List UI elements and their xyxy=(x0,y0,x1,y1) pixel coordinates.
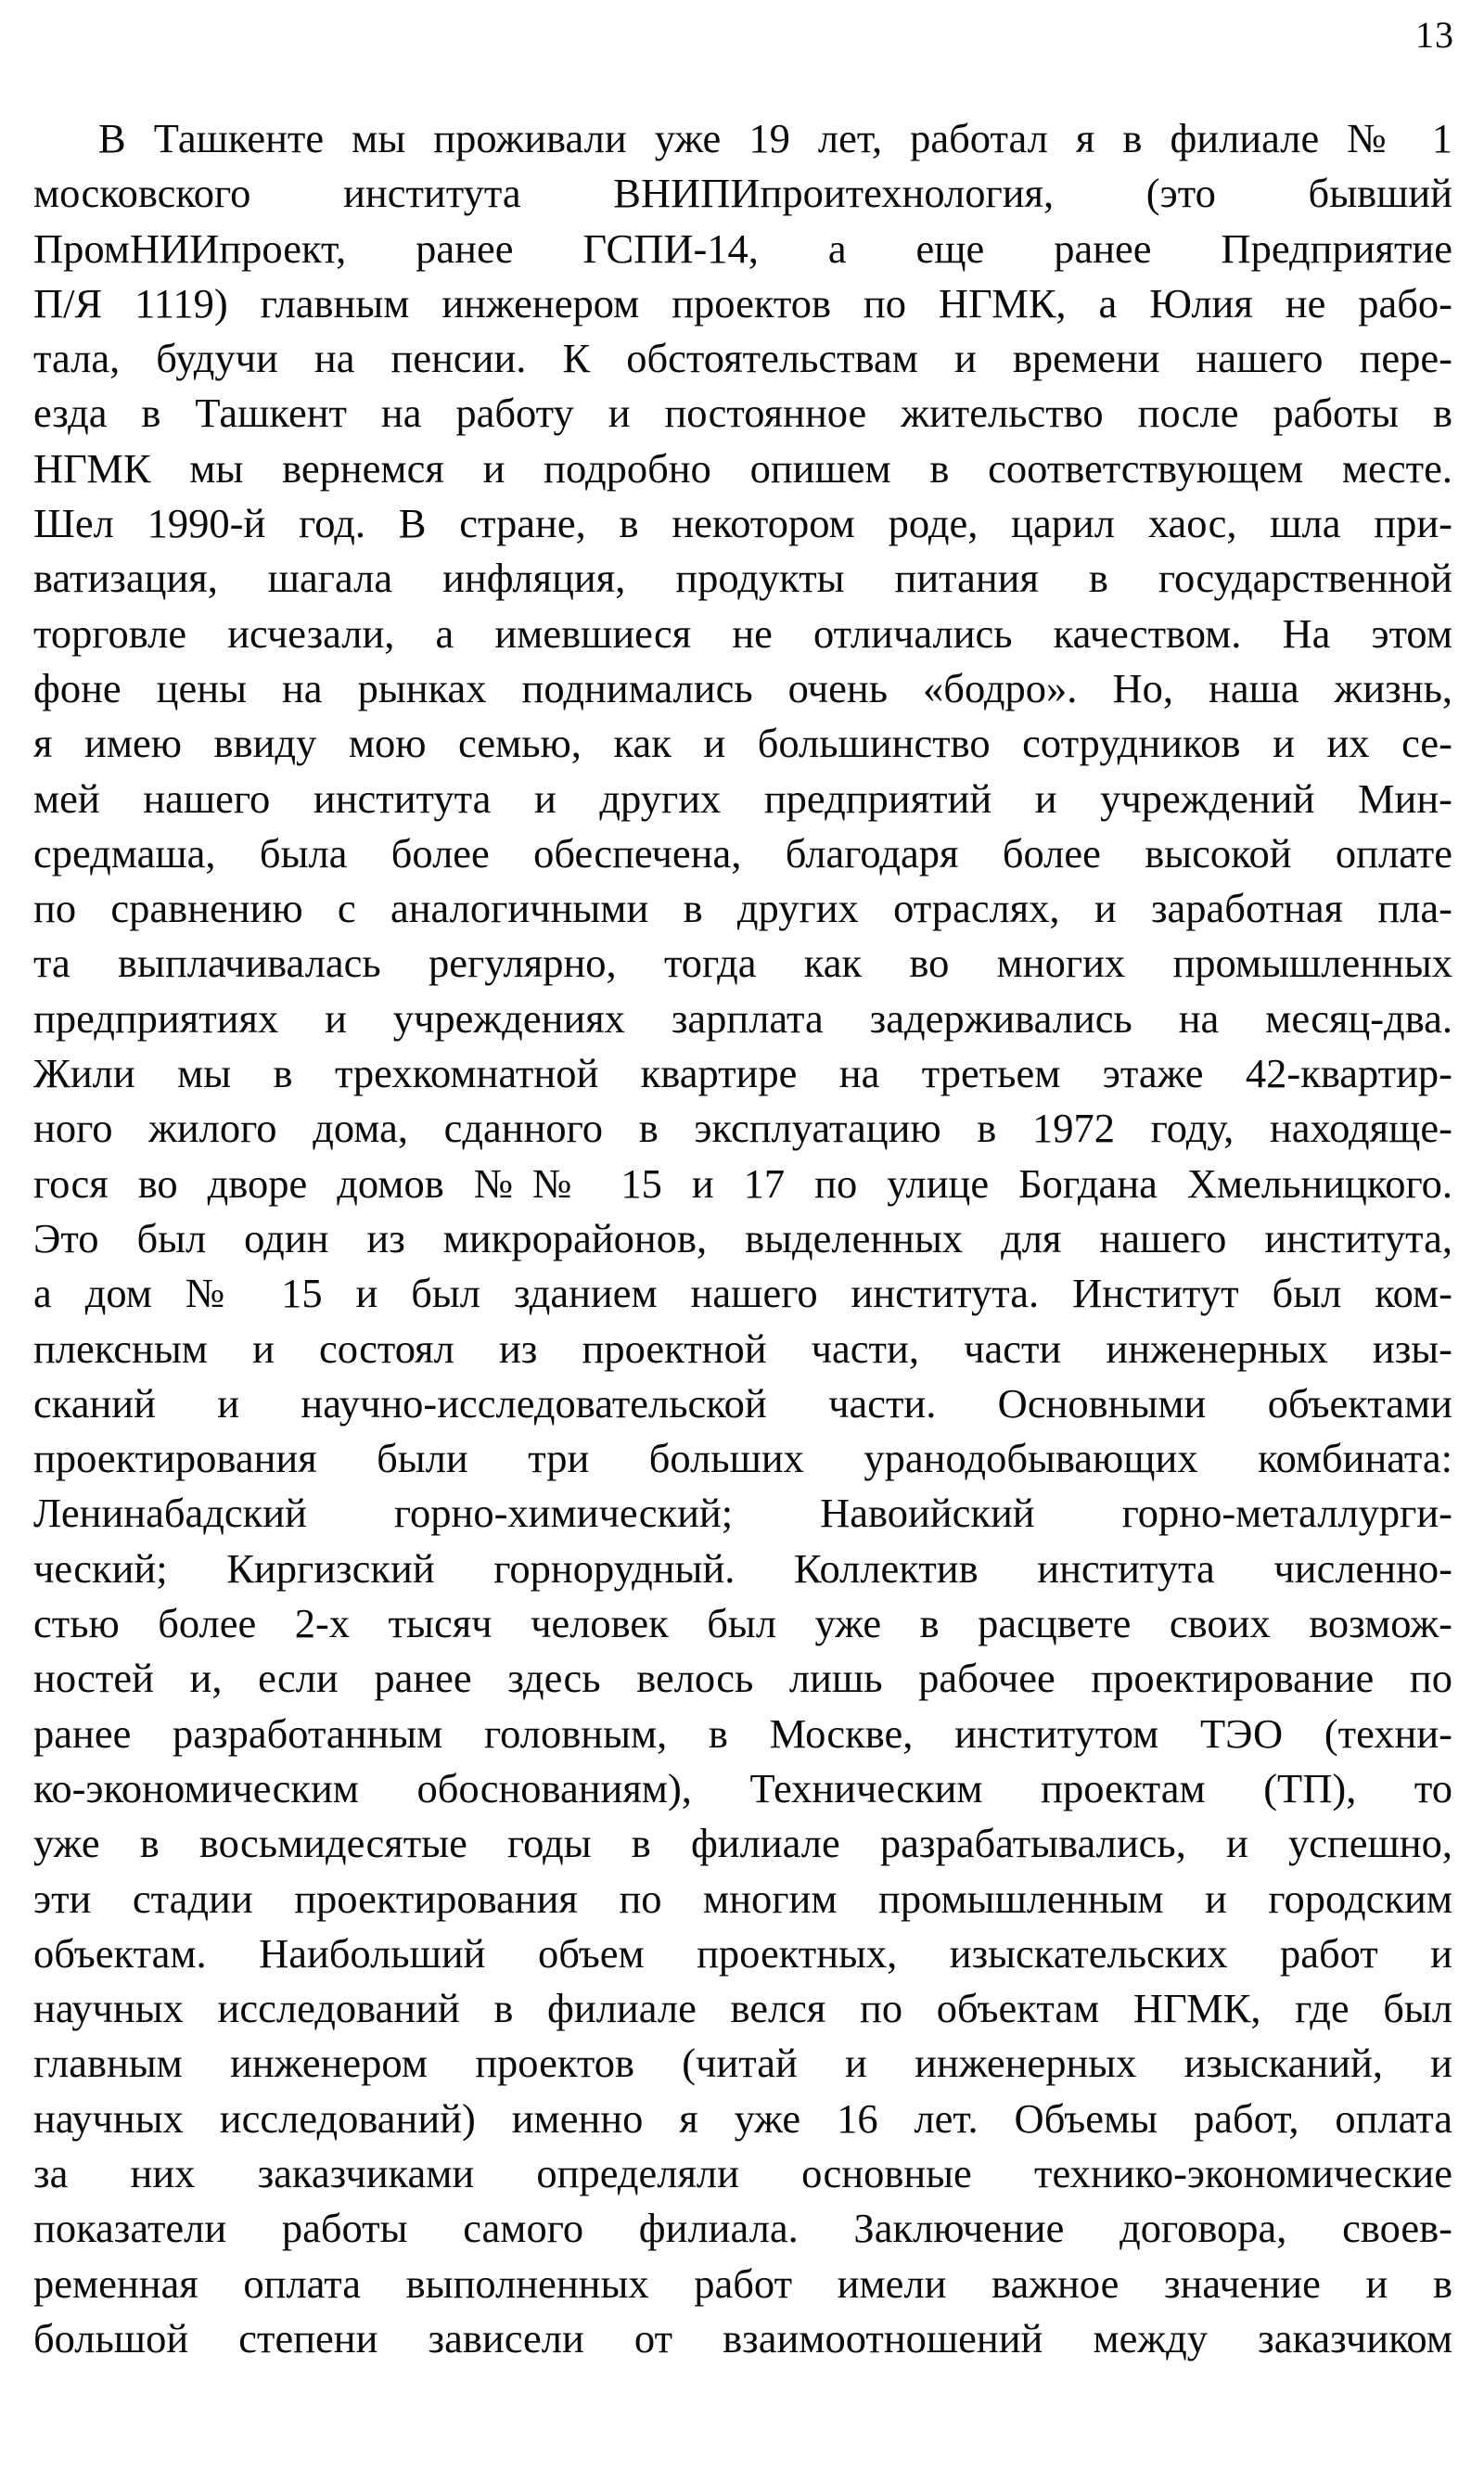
text-line: Шел 1990-й год. В стране, в некотором роде, царил хаос, шла при- xyxy=(33,500,1452,547)
text-line: ко-экономическим обоснованиям), Техническим проектам (ТП), то xyxy=(33,1764,1452,1811)
text-line: за них заказчиками определяли основные технико-экономические xyxy=(33,2149,1452,2196)
text-line: сканий и научно-исследовательской части. Основными объектами xyxy=(33,1379,1452,1427)
text-line: ПромНИИпроект, ранее ГСПИ-14, а еще ранее Предприятие xyxy=(33,224,1452,272)
text-line: я имею ввиду мою семью, как и большинство сотрудников и их се- xyxy=(33,720,1452,767)
text-line: показатели работы самого филиала. Заключение договора, своев- xyxy=(33,2205,1452,2252)
text-line: ческий; Киргизский горнорудный. Коллектив института численно- xyxy=(33,1544,1452,1592)
text-line: торговле исчезали, а имевшиеся не отличались качеством. На этом xyxy=(33,609,1452,657)
text-line: ностей и, если ранее здесь велось лишь рабочее проектирование по xyxy=(33,1655,1452,1702)
text-line: та выплачивалась регулярно, тогда как во многих промышленных xyxy=(33,940,1452,987)
body-paragraph xyxy=(33,111,1452,2366)
text-line: а дом № 15 и был зданием нашего института. Институт был ком- xyxy=(33,1270,1452,1317)
text-line: Жили мы в трехкомнатной квартире на третьем этаже 42-квартир- xyxy=(33,1050,1452,1097)
text-line: Ленинабадский горно-химический; Навоийский горно-металлурги- xyxy=(33,1490,1452,1537)
text-line: гося во дворе домов №№ 15 и 17 по улице Богдана Хмельницкого. xyxy=(33,1159,1452,1207)
page-number: 13 xyxy=(1415,14,1454,56)
text-line: средмаша, была более обеспечена, благодаря более высокой оплате xyxy=(33,829,1452,877)
text-line: фоне цены на рынках поднимались очень «бодро». Но, наша жизнь, xyxy=(33,664,1452,711)
text-line: ватизация, шагала инфляция, продукты питания в государственной xyxy=(33,555,1452,602)
text-line: по сравнению с аналогичными в других отраслях, и заработная пла- xyxy=(33,885,1452,932)
text-line: НГМК мы вернемся и подробно опишем в соответствующем месте. xyxy=(33,444,1452,492)
text-line: плексным и состоял из проектной части, части инженерных изы- xyxy=(33,1325,1452,1372)
text-line: научных исследований) именно я уже 16 лет. Объемы работ, оплата xyxy=(33,2094,1452,2142)
text-line: Это был один из микрорайонов, выделенных для нашего института, xyxy=(33,1214,1452,1261)
text-line: объектам. Наибольший объем проектных, изыскательских работ и xyxy=(33,1929,1452,1977)
text-line: езда в Ташкент на работу и постоянное жительство после работы в xyxy=(33,390,1452,437)
text-line: стью более 2-х тысяч человек был уже в расцвете своих возмож- xyxy=(33,1600,1452,1647)
text-line: мей нашего института и других предприятий и учреждений Мин- xyxy=(33,774,1452,822)
text-line: большой степени зависели от взаимоотношений между заказчиком xyxy=(33,2314,1452,2361)
text-line: московского института ВНИПИпроитехнология, (это бывший xyxy=(33,170,1452,217)
text-line: ного жилого дома, сданного в эксплуатацию в 1972 году, находяще- xyxy=(33,1105,1452,1152)
text-line: предприятиях и учреждениях зарплата задерживались на месяц-два. xyxy=(33,994,1452,1042)
text-line: главным инженером проектов (читай и инженерных изысканий, и xyxy=(33,2040,1452,2087)
text-line: П/Я 1119) главным инженером проектов по НГМК, а Юлия не рабо- xyxy=(33,279,1452,326)
text-line: эти стадии проектирования по многим промышленным и городским xyxy=(33,1875,1452,1922)
text-line: уже в восьмидесятые годы в филиале разрабатывались, и успешно, xyxy=(33,1820,1452,1867)
text-line: В Ташкенте мы проживали уже 19 лет, работал я в филиале № 1 xyxy=(98,115,1452,161)
text-line: тала, будучи на пенсии. К обстоятельствам и времени нашего пере- xyxy=(33,335,1452,382)
text-line: ременная оплата выполненных работ имели важное значение и в xyxy=(33,2259,1452,2307)
text-line: научных исследований в филиале велся по объектам НГМК, где был xyxy=(33,1985,1452,2032)
text-line: проектирования были три больших уранодобывающих комбината: xyxy=(33,1435,1452,1482)
text-line: ранее разработанным головным, в Москве, институтом ТЭО (техни- xyxy=(33,1709,1452,1757)
